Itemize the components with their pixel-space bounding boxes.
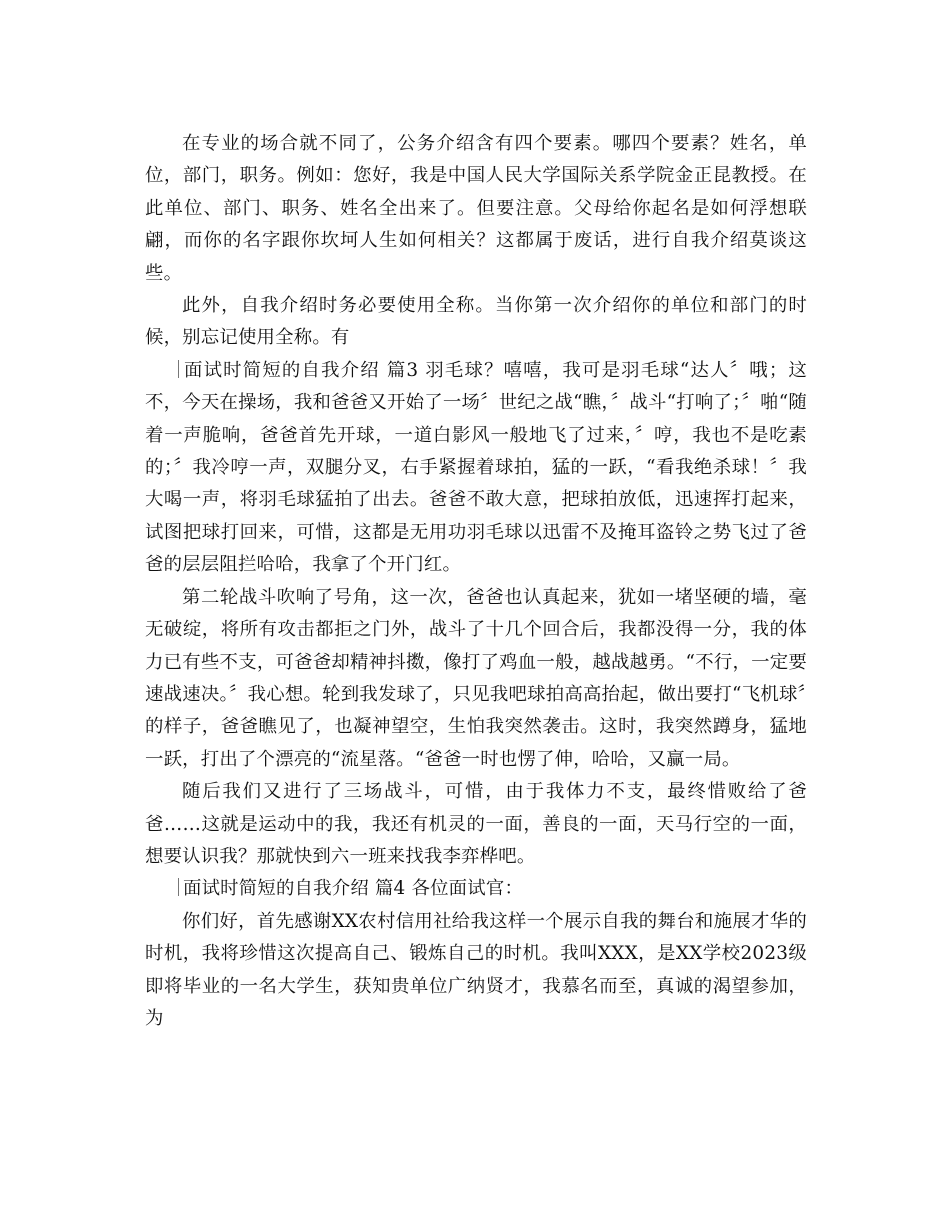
- paragraph-section-4-heading: [145, 873, 807, 905]
- document-body: [145, 128, 807, 1035]
- section-marker: [178, 878, 179, 896]
- section-4-text: 面试时简短的自我介绍 篇4 各位面试官：: [183, 878, 524, 900]
- paragraph-full-name-usage: 此外，自我介绍时务必要使用全称。当你第一次介绍你的单位和部门的时候，别忘记使用全称。有: [145, 295, 807, 349]
- paragraph-second-round: 第二轮战斗吹响了号角，这一次，爸爸也认真起来，犹如一堵坚硬的墙，毫无破绽，将所有攻击都拒之门外，战斗了十几个回合后，我都没得一分，我的体力已有些不支，可爸爸却精神抖擞，像打了鸡血一般，越战越勇。“不行，一定要速战速决。〞我心想。轮到我发球了，只见我吧球拍高高抬起，做出要打“飞机球〞的样子，爸爸瞧见了，也凝神望空，生怕我突然袭击。这时，我突然蹲身，猛地一跃，打出了个漂亮的“流星落。“爸爸一时也愣了伸，哈哈，又赢一局。: [145, 586, 807, 770]
- section-marker: [178, 360, 179, 378]
- paragraph-section-3-badminton: [145, 355, 807, 582]
- paragraph-greeting-interviewers: 你们好，首先感谢XX农村信用社给我这样一个展示自我的舞台和施展才华的时机，我将珍惜这次提高自己、锻炼自己的时机。我叫XXX，是XX学校2023级即将毕业的一名大学生，获知贵单位广纳贤才，我慕名而至，真诚的渴望参加，为: [145, 910, 807, 1029]
- section-3-text: 面试时简短的自我介绍 篇3 羽毛球？嘻嘻，我可是羽毛球“达人〞哦；这不，今天在操场，我和爸爸又开始了一场〞世纪之战“瞧，〞战斗“打响了；〞啪“随着一声脆响，爸爸首先开球，一道白影风一般地飞了过来，〞哼，我也不是吃素的；〞我冷哼一声，双腿分叉，右手紧握着球拍，猛的一跃，“看我绝杀球！〞我大喝一声，将羽毛球猛拍了出去。爸爸不敢大意，把球拍放低，迅速挥打起来，试图把球打回来，可惜，这都是无用功羽毛球以迅雷不及掩耳盗铃之势飞过了爸爸的层层阻拦哈哈，我拿了个开门红。: [145, 359, 807, 576]
- paragraph-final-rounds: 随后我们又进行了三场战斗，可惜，由于我体力不支，最终惜败给了爸爸……这就是运动中的我，我还有机灵的一面，善良的一面，天马行空的一面，想要认识我？那就快到六一班来找我李弈桦吧。: [145, 781, 807, 867]
- paragraph-official-introduction: 在专业的场合就不同了，公务介绍含有四个要素。哪四个要素？姓名，单位，部门，职务。例如：您好，我是中国人民大学国际关系学院金正昆教授。在此单位、部门、职务、姓名全出来了。但要注意。父母给你起名是如何浮想联翩，而你的名字跟你坎坷人生如何相关？这都属于废话，进行自我介绍莫谈这些。: [145, 133, 807, 284]
